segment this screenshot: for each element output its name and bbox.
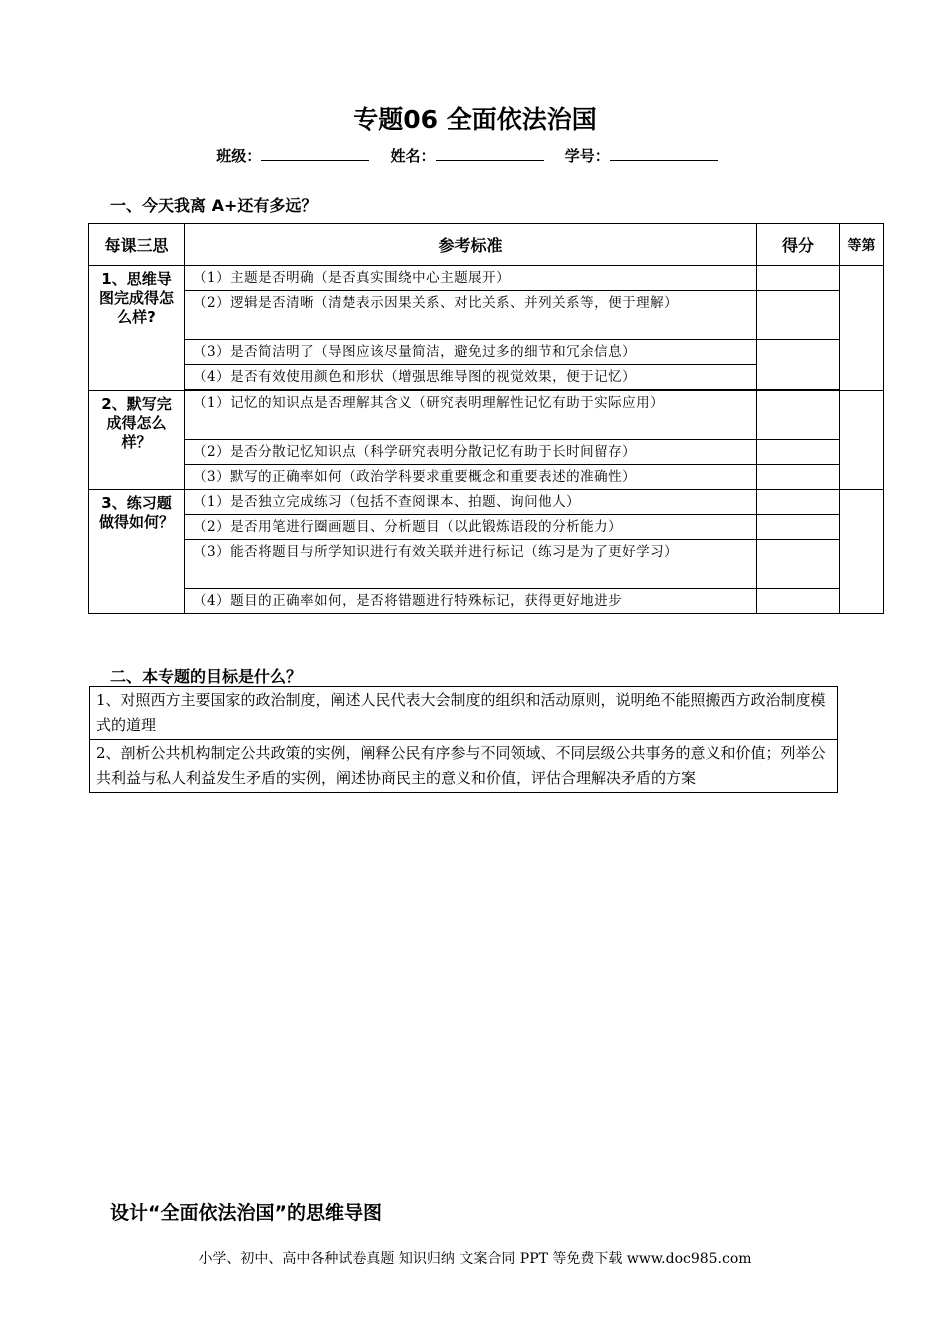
table-row bbox=[90, 740, 838, 793]
section1-heading: 一、今天我离 A+还有多远？ bbox=[110, 196, 318, 215]
score-cell[interactable] bbox=[757, 440, 840, 465]
class-label: 班级： bbox=[216, 147, 262, 165]
table-row bbox=[90, 687, 838, 740]
table-row bbox=[89, 391, 884, 440]
grade-cell[interactable] bbox=[840, 391, 884, 490]
criteria-cell: （1）主题是否明确（是否真实围绕中心主题展开） bbox=[185, 266, 757, 291]
criteria-cell: （4）题目的正确率如何，是否将错题进行特殊标记，获得更好地进步 bbox=[185, 589, 757, 614]
criteria-cell: （1）是否独立完成练习（包括不查阅课本、拍题、询问他人） bbox=[185, 490, 757, 515]
score-cell[interactable] bbox=[757, 391, 840, 440]
class-field[interactable] bbox=[261, 146, 369, 161]
score-cell[interactable] bbox=[757, 490, 840, 515]
table-row bbox=[89, 340, 884, 365]
grade-cell[interactable] bbox=[840, 266, 884, 391]
grade-cell[interactable] bbox=[840, 490, 884, 614]
table-row bbox=[89, 291, 884, 340]
header-criteria: 参考标准 bbox=[185, 224, 757, 266]
table-row bbox=[89, 589, 884, 614]
table-row bbox=[89, 266, 884, 291]
criteria-cell: （2）逻辑是否清晰（清楚表示因果关系、对比关系、并列关系等，便于理解） bbox=[185, 291, 757, 340]
criteria-cell: （3）是否简洁明了（导图应该尽量简洁，避免过多的细节和冗余信息） bbox=[185, 340, 757, 365]
header-score: 得分 bbox=[757, 224, 840, 266]
score-cell[interactable] bbox=[757, 515, 840, 540]
student-id-label: 学号： bbox=[564, 147, 610, 165]
score-cell[interactable] bbox=[757, 266, 840, 291]
criteria-cell: （4）是否有效使用颜色和形状（增强思维导图的视觉效果，便于记忆） bbox=[185, 365, 757, 390]
table-row bbox=[89, 515, 884, 540]
goal-item: 1、对照西方主要国家的政治制度，阐述人民代表大会制度的组织和活动原则，说明绝不能照搬西方政治制度模式的道理 bbox=[90, 687, 838, 740]
name-field[interactable] bbox=[436, 146, 544, 161]
footer-text: 小学、初中、高中各种试卷真题 知识归纳 文案合同 PPT 等免费下载 www.doc985.com bbox=[198, 1251, 752, 1267]
student-id-field[interactable] bbox=[610, 146, 718, 161]
header-grade: 等第 bbox=[840, 224, 884, 266]
name-label: 姓名： bbox=[390, 147, 436, 165]
header-reflection: 每课三思 bbox=[89, 224, 185, 266]
table-row bbox=[89, 490, 884, 515]
score-cell[interactable] bbox=[757, 465, 840, 490]
table-row bbox=[89, 440, 884, 465]
mindmap-heading: 设计“全面依法治国”的思维导图 bbox=[110, 1202, 382, 1224]
criteria-cell: （3）默写的正确率如何（政治学科要求重要概念和重要表述的准确性） bbox=[185, 465, 757, 490]
page-title: 专题06 全面依法治国 bbox=[353, 105, 597, 134]
criteria-cell: （3）能否将题目与所学知识进行有效关联并进行标记（练习是为了更好学习） bbox=[185, 540, 757, 589]
score-cell[interactable] bbox=[757, 340, 840, 390]
criteria-cell: （1）记忆的知识点是否理解其含义（研究表明理解性记忆有助于实际应用） bbox=[185, 391, 757, 440]
student-info-line bbox=[0, 145, 950, 166]
category-cell: 2、默写完成得怎么样？ bbox=[89, 391, 185, 490]
table-row bbox=[89, 465, 884, 490]
score-cell[interactable] bbox=[757, 540, 840, 589]
category-cell: 3、练习题做得如何？ bbox=[89, 490, 185, 614]
goals-table bbox=[89, 686, 838, 793]
goal-item: 2、剖析公共机构制定公共政策的实例，阐释公民有序参与不同领域、不同层级公共事务的意义和价值；列举公共利益与私人利益发生矛盾的实例，阐述协商民主的意义和价值，评估合理解决矛盾的方案 bbox=[90, 740, 838, 793]
criteria-cell: （2）是否分散记忆知识点（科学研究表明分散记忆有助于长时间留存） bbox=[185, 440, 757, 465]
table-header-row bbox=[89, 224, 884, 266]
self-assessment-table bbox=[88, 223, 884, 614]
table-row bbox=[89, 540, 884, 589]
score-cell[interactable] bbox=[757, 291, 840, 340]
score-cell[interactable] bbox=[757, 589, 840, 614]
section2-heading: 二、本专题的目标是什么？ bbox=[110, 667, 303, 686]
criteria-cell: （2）是否用笔进行圈画题目、分析题目（以此锻炼语段的分析能力） bbox=[185, 515, 757, 540]
category-cell: 1、思维导图完成得怎么样? bbox=[89, 266, 185, 391]
